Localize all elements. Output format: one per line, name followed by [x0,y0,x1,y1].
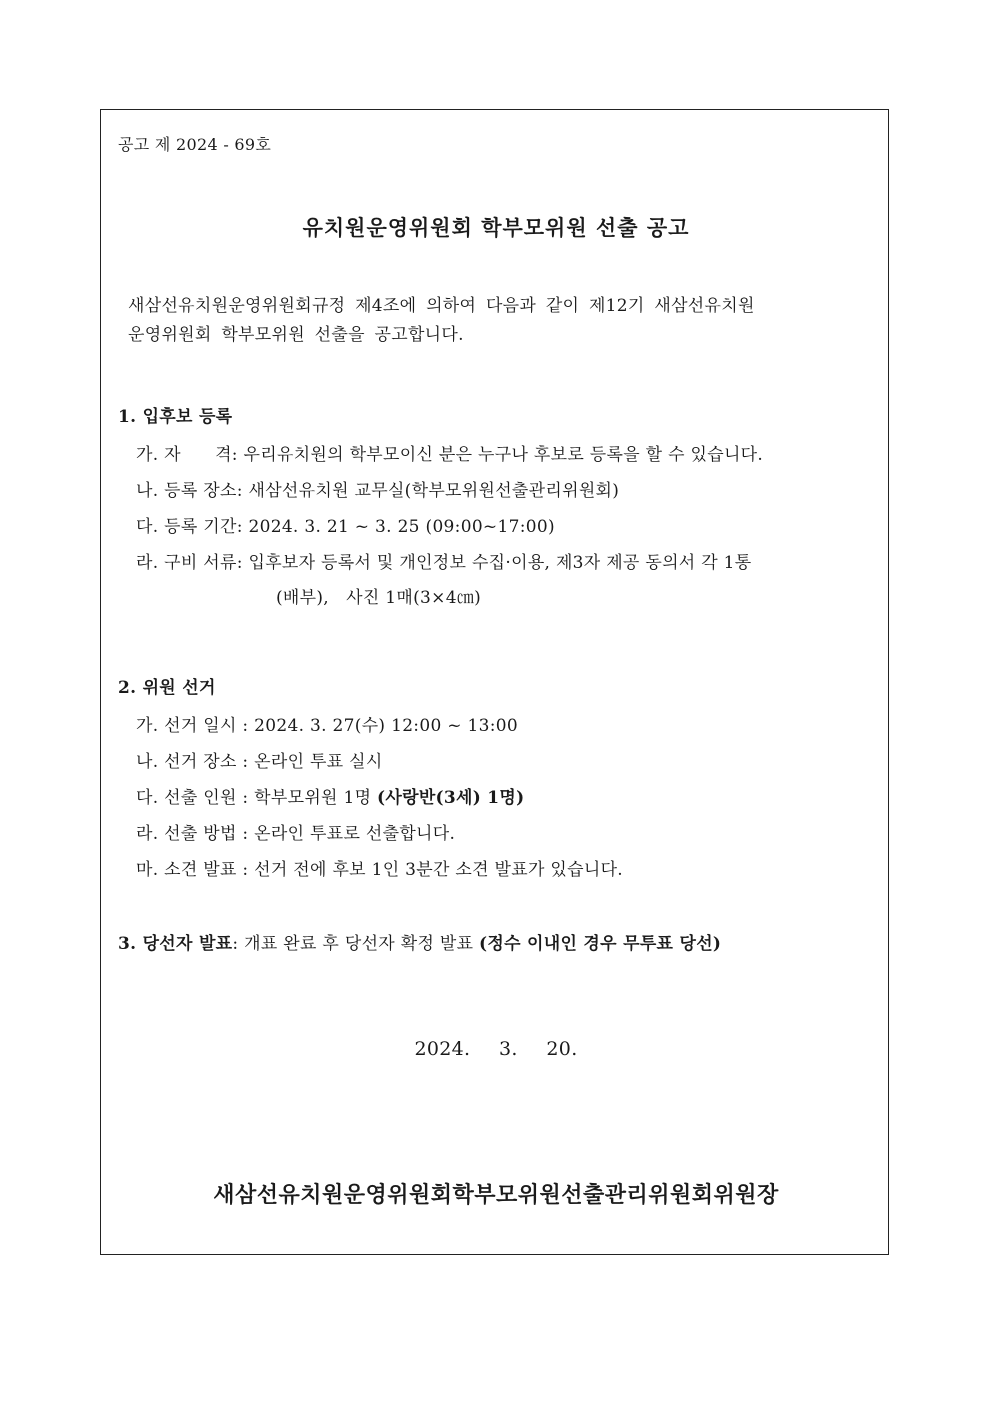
section-2-item: 가. 선거 일시 : 2024. 3. 27(수) 12:00 ~ 13:00 [136,716,519,736]
section-2-item: 라. 선출 방법 : 온라인 투표로 선출합니다. [136,824,456,844]
item-label: 다. 등록 기간: [136,517,243,537]
item-label: 나. 등록 장소: [136,481,243,501]
section-3-heading: 3. 당선자 발표 [118,934,233,954]
intro-line-2: 운영위원회 학부모위원 선출을 공고합니다. [128,325,464,345]
item-value: 새삼선유치원 교무실(학부모위원선출관리위원회) [248,481,620,501]
section-1-item [136,476,619,501]
section-3-emphasis: (정수 이내인 경우 무투표 당선) [479,934,722,954]
section-2-heading: 2. 위원 선거 [118,678,216,698]
section-1-heading: 1. 입후보 등록 [118,407,233,427]
section-1-item [136,440,763,465]
section-3-text: : 개표 완료 후 당선자 확정 발표 [232,934,474,954]
intro-line-1: 새삼선유치원운영위원회규정 제4조에 의하여 다음과 같이 제12기 새삼선유치원 [128,296,755,316]
item-label: 라. 구비 서류: [136,553,243,573]
section-2-item: 나. 선거 장소 : 온라인 투표 실시 [136,752,383,772]
notice-date: 2024. 3. 20. [414,1038,578,1060]
page-title: 유치원운영위원회 학부모위원 선출 공고 [302,215,690,240]
item-value: 2024. 3. 21 ~ 3. 25 (09:00~17:00) [248,517,555,537]
item-label: 가. 자 격: [136,445,238,465]
section-2-item: 마. 소견 발표 : 선거 전에 후보 1인 3분간 소견 발표가 있습니다. [136,860,624,880]
item-text: 다. 선출 인원 : 학부모위원 1명 [136,788,372,808]
notice-number: 공고 제 2024 - 69호 [118,135,272,154]
section-2-item [136,783,525,808]
notice-frame [100,109,889,1255]
section-3 [118,929,721,954]
item-value: 우리유치원의 학부모이신 분은 누구나 후보로 등록을 할 수 있습니다. [243,445,764,465]
section-1-item-continuation: (배부), 사진 1매(3×4㎝) [276,588,482,608]
section-1-item [136,548,752,573]
signature: 새삼선유치원운영위원회학부모위원선출관리위원회위원장 [213,1182,779,1208]
section-1-item [136,512,555,537]
item-emphasis: (사랑반(3세) 1명) [377,788,525,808]
item-value: 입후보자 등록서 및 개인정보 수집·이용, 제3자 제공 동의서 각 1통 [248,553,752,573]
